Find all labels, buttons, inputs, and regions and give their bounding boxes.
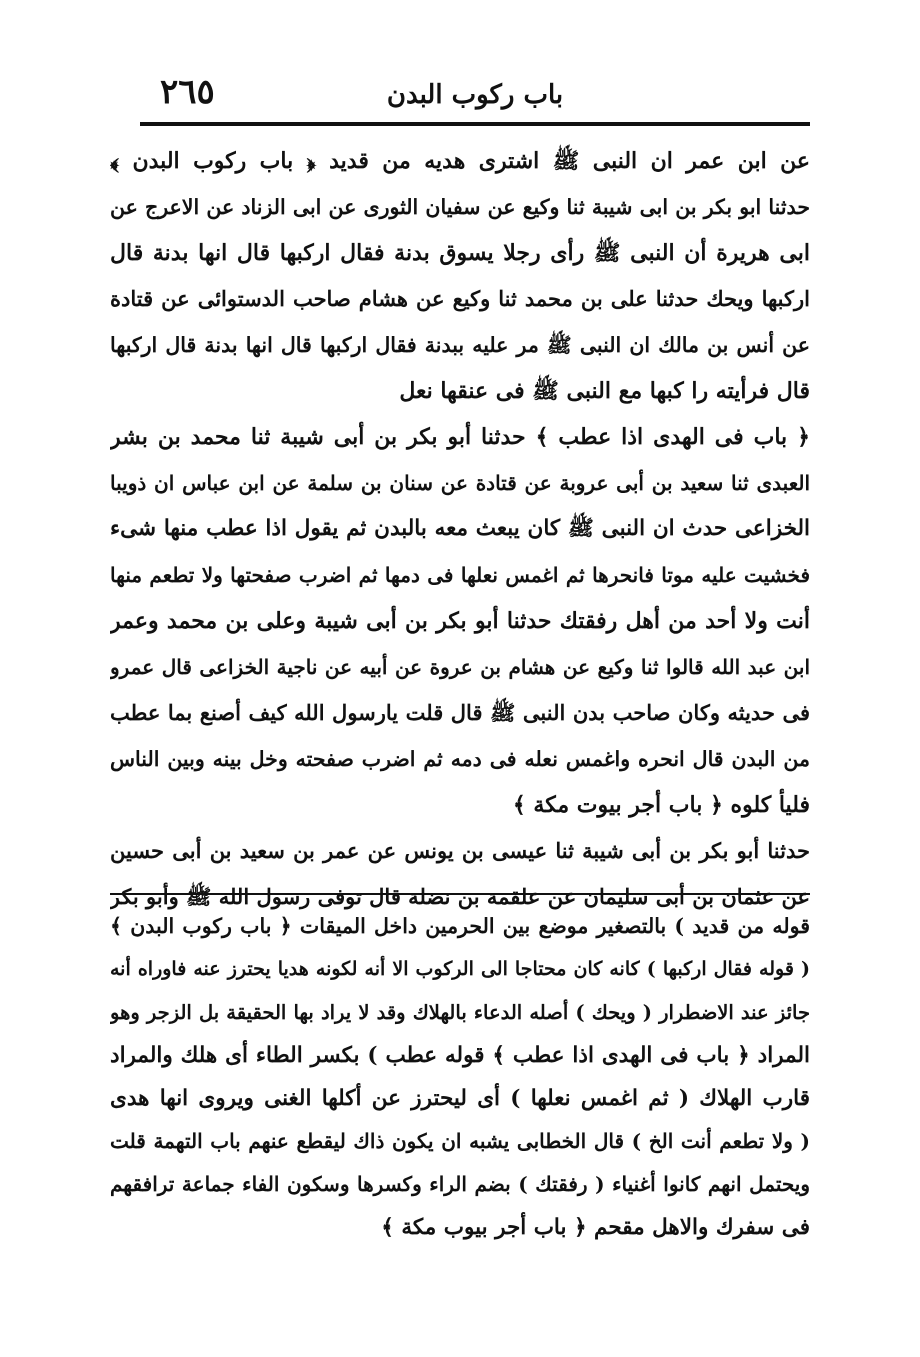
note-line: ( قوله فقال اركبها ) كانه كان محتاجا الی الركوب الا أنه لكونه هديا يحترز عنه فاوراه أنه (110, 958, 810, 980)
note-line: المراد ﴿ باب فی الهدی اذا عطب ﴾ قوله عطب ) بكسر الطاء أی هلك والمراد (110, 1043, 810, 1068)
note-line: قارب الهلاك ( ثم اغمس نعلها ) أی ليحترز عن أكلها الغنی ويروی انها هدی (110, 1086, 810, 1111)
note-line: قوله من قديد ) بالتصغير موضع بين الحرمين داخل الميقات ﴿ باب ركوب البدن ﴾ (110, 914, 810, 938)
commentary-text (110, 905, 810, 1249)
main-line: ابن عبد الله قالوا ثنا وكيع عن هشام بن عروة عن أبيه عن ناجية الخزاعی قال عمرو (110, 655, 810, 679)
main-line: قال فرأيته را كبها مع النبی ﷺ فی عنقها نعل (399, 378, 810, 404)
note-line: ( ولا تطعم أنت الخ ) قال الخطابی يشبه ان يكون ذاك ليقطع عنهم باب التهمة قلت (110, 1129, 810, 1153)
note-line: جائز عند الاضطرار ( ويحك ) أصله الدعاء بالهلاك وقد لا يراد بها الحقيقة بل الزجر وهو (110, 1001, 810, 1024)
main-line: حدثنا أبو بكر بن أبی شيبة ثنا عيسی بن يونس عن عمر بن سعيد بن أبی حسين (110, 838, 810, 863)
header-rule (140, 122, 810, 126)
main-line: عن ابن عمر ان النبی ﷺ اشتری هديه من قديد ﴿ باب ركوب البدن ﴾ (110, 148, 810, 174)
main-line: من البدن قال انحره واغمس نعله فی دمه ثم اضرب صفحته وخل بينه وبين الناس (110, 747, 810, 771)
main-line: حدثنا ابو بكر بن ابی شيبة ثنا وكيع عن سفيان الثوری عن ابی الزناد عن الاعرج عن (110, 195, 810, 219)
main-line: فخشيت عليه موتا فانحرها ثم اغمس نعلها فی دمها ثم اضرب صفحتها ولا تطعم منها (110, 563, 810, 587)
main-text (110, 138, 810, 920)
main-line: فليأ كلوه ﴿ باب أجر بيوت مكة ﴾ (512, 792, 810, 818)
main-line: أنت ولا أحد من أهل رفقتك حدثنا أبو بكر بن أبی شيبة وعلی بن محمد وعمر (110, 608, 810, 634)
main-line: الخزاعی حدث ان النبی ﷺ كان يبعث معه بالبدن ثم يقول اذا عطب منها شیء (110, 516, 810, 541)
main-line: العبدی ثنا سعيد بن أبی عروبة عن قتادة عن سنان بن سلمة عن ابن عباس ان ذويبا (110, 471, 810, 495)
note-line: ويحتمل انهم كانوا أغنياء ( رفقتك ) بضم الراء وكسرها وسكون الفاء جماعة ترافقهم (110, 1172, 810, 1196)
page-number: ٢٦٥ (160, 72, 215, 112)
footnote-rule (110, 893, 810, 895)
main-line: اركبها ويحك حدثنا علی بن محمد ثنا وكيع عن هشام صاحب الدستوائی عن قتادة (110, 286, 810, 311)
note-line: فی سفرك والاهل مقحم ﴿ باب أجر بيوب مكة ﴾ (381, 1215, 810, 1240)
main-line: عن أنس بن مالك ان النبی ﷺ مر عليه ببدنة فقال اركبها قال انها بدنة قال اركبها (110, 333, 810, 357)
main-line: ابی هريرة أن النبی ﷺ رأی رجلا يسوق بدنة فقال اركبها قال انها بدنة قال (110, 240, 810, 266)
page-header (150, 70, 800, 120)
main-line: عن عثمان بن أبی سليمان عن علقمة بن نضلة قال توفی رسول الله ﷺ وأبو بكر (110, 884, 810, 909)
main-line: فی حديثه وكان صاحب بدن النبی ﷺ قال قلت يارسول الله كيف أصنع بما عطب (110, 700, 810, 725)
main-line: ﴿ باب فی الهدی اذا عطب ﴾ حدثنا أبو بكر بن أبی شيبة ثنا محمد بن بشر (110, 424, 810, 450)
running-title: باب ركوب البدن (386, 80, 564, 110)
